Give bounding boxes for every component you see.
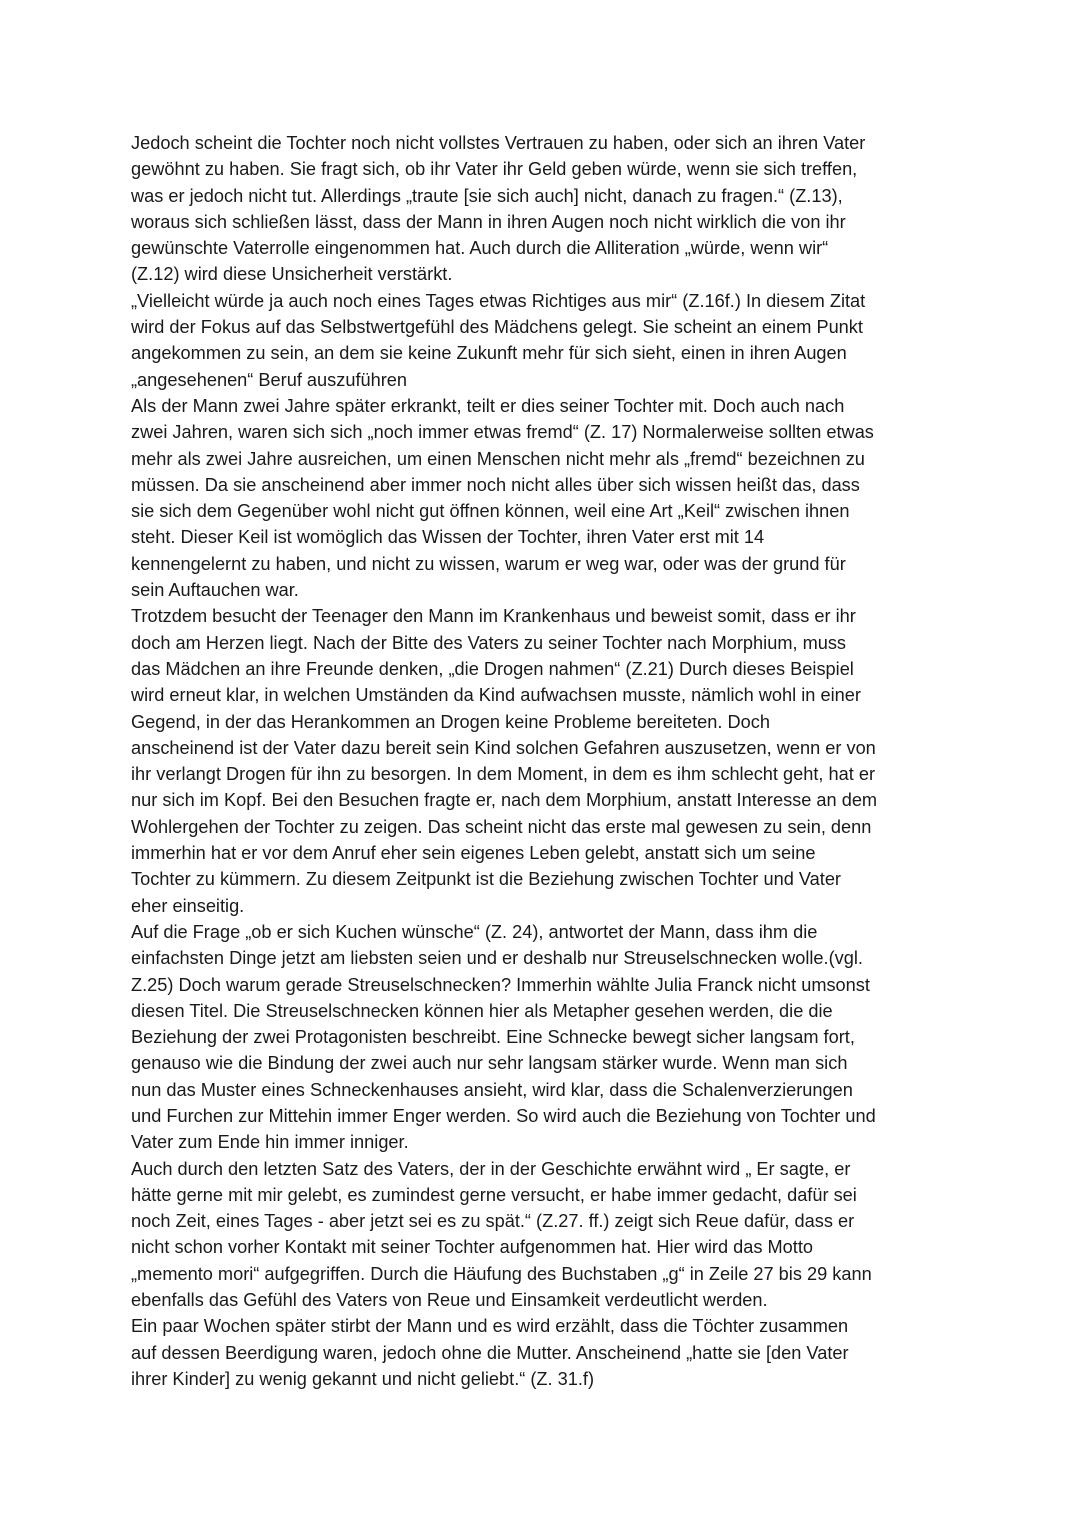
- text-line: (Z.12) wird diese Unsicherheit verstärkt.: [131, 264, 453, 285]
- text-line: Ein paar Wochen später stirbt der Mann und es wird erzählt, dass die Töchter zusammen: [131, 1316, 849, 1337]
- text-line: auf dessen Beerdigung waren, jedoch ohne die Mutter. Anscheinend „hatte sie [den Vater: [131, 1342, 849, 1363]
- text-line: nur sich im Kopf. Bei den Besuchen fragte er, nach dem Morphium, anstatt Interesse an dem: [131, 790, 878, 811]
- text-line: mehr als zwei Jahre ausreichen, um einen Menschen nicht mehr als „fremd“ bezeichnen zu: [131, 448, 865, 469]
- text-line: Jedoch scheint die Tochter noch nicht vollstes Vertrauen zu haben, oder sich an ihren Vater: [131, 133, 866, 153]
- text-line: Auf die Frage „ob er sich Kuchen wünsche“ (Z. 24), antwortet der Mann, dass ihm die: [131, 921, 818, 942]
- text-line: nicht schon vorher Kontakt mit seiner Tochter aufgenommen hat. Hier wird das Motto: [131, 1237, 814, 1258]
- text-line: „Vielleicht würde ja auch noch eines Tages etwas Richtiges aus mir“ (Z.16f.) In diesem Zitat: [131, 290, 866, 311]
- text-line: nun das Muster eines Schneckenhauses ansieht, wird klar, dass die Schalenverzierungen: [131, 1079, 853, 1100]
- text-line: kennengelernt zu haben, und nicht zu wissen, warum er weg war, oder was der grund für: [131, 553, 846, 574]
- essay-text: [131, 130, 961, 1419]
- text-line: steht. Dieser Keil ist womöglich das Wissen der Tochter, ihren Vater erst mit 14: [131, 527, 765, 548]
- text-line: Vater zum Ende hin immer inniger.: [131, 1132, 409, 1153]
- text-line: zwei Jahren, waren sich sich „noch immer etwas fremd“ (Z. 17) Normalerweise sollten etwas: [131, 422, 874, 443]
- text-line: angekommen zu sein, an dem sie keine Zukunft mehr für sich sieht, einen in ihren Augen: [131, 343, 847, 364]
- text-line: eher einseitig.: [131, 895, 245, 916]
- text-line: „memento mori“ aufgegriffen. Durch die Häufung des Buchstaben „g“ in Zeile 27 bis 29 kann: [131, 1263, 872, 1284]
- text-line: genauso wie die Bindung der zwei auch nur sehr langsam stärker wurde. Wenn man sich: [131, 1053, 848, 1074]
- text-line: ebenfalls das Gefühl des Vaters von Reue und Einsamkeit verdeutlicht werden.: [131, 1290, 768, 1311]
- text-line: Beziehung der zwei Protagonisten beschreibt. Eine Schnecke bewegt sicher langsam fort,: [131, 1027, 855, 1048]
- text-line: gewöhnt zu haben. Sie fragt sich, ob ihr Vater ihr Geld geben würde, wenn sie sich treffen,: [131, 159, 858, 180]
- text-line: Auch durch den letzten Satz des Vaters, der in der Geschichte erwähnt wird „ Er sagte, er: [131, 1158, 851, 1179]
- text-line: ihrer Kinder] zu wenig gekannt und nicht geliebt.“ (Z. 31.f): [131, 1368, 595, 1389]
- text-line: wird der Fokus auf das Selbstwertgefühl des Mädchens gelegt. Sie scheint an einem Punkt: [131, 317, 863, 338]
- text-line: Gegend, in der das Herankommen an Drogen keine Probleme bereiteten. Doch: [131, 711, 770, 732]
- text-line: woraus sich schließen lässt, dass der Mann in ihren Augen noch nicht wirklich die von ihr: [131, 211, 846, 232]
- text-line: gewünschte Vaterrolle eingenommen hat. Auch durch die Alliteration „würde, wenn wir“: [131, 238, 829, 259]
- text-line: Z.25) Doch warum gerade Streuselschnecken? Immerhin wählte Julia Franck nicht umsonst: [131, 974, 870, 995]
- text-line: noch Zeit, eines Tages - aber jetzt sei es zu spät.“ (Z.27. ff.) zeigt sich Reue dafür, dass er: [131, 1211, 855, 1232]
- text-line: müssen. Da sie anscheinend aber immer noch nicht alles über sich wissen heißt das, dass: [131, 474, 860, 495]
- text-line: anscheinend ist der Vater dazu bereit sein Kind solchen Gefahren auszusetzen, wenn er von: [131, 737, 876, 758]
- text-line: was er jedoch nicht tut. Allerdings „traute [sie sich auch] nicht, danach zu fragen.“ (Z.13),: [131, 185, 843, 206]
- text-line: Wohlergehen der Tochter zu zeigen. Das scheint nicht das erste mal gewesen zu sein, denn: [131, 816, 872, 837]
- text-line: Tochter zu kümmern. Zu diesem Zeitpunkt ist die Beziehung zwischen Tochter und Vater: [131, 869, 841, 890]
- text-line: sie sich dem Gegenüber wohl nicht gut öffnen können, weil eine Art „Keil“ zwischen ihnen: [131, 501, 850, 522]
- text-line: diesen Titel. Die Streuselschnecken können hier als Metapher gesehen werden, die die: [131, 1000, 833, 1021]
- text-line: einfachsten Dinge jetzt am liebsten seien und er deshalb nur Streuselschnecken wolle.(vgl.: [131, 948, 863, 969]
- text-line: ihr verlangt Drogen für ihn zu besorgen. In dem Moment, in dem es ihm schlecht geht, hat er: [131, 764, 876, 785]
- text-line: immerhin hat er vor dem Anruf eher sein eigenes Leben gelebt, anstatt sich um seine: [131, 843, 816, 864]
- text-line: doch am Herzen liegt. Nach der Bitte des Vaters zu seiner Tochter nach Morphium, muss: [131, 632, 847, 653]
- text-line: „angesehenen“ Beruf auszuführen: [131, 369, 408, 390]
- text-line: wird erneut klar, in welchen Umständen da Kind aufwachsen musste, nämlich wohl in einer: [131, 685, 861, 706]
- text-line: sein Auftauchen war.: [131, 580, 299, 601]
- text-line: Trotzdem besucht der Teenager den Mann im Krankenhaus und beweist somit, dass er ihr: [131, 606, 856, 627]
- text-line: und Furchen zur Mittehin immer Enger werden. So wird auch die Beziehung von Tochter und: [131, 1105, 876, 1126]
- text-line: das Mädchen an ihre Freunde denken, „die Drogen nahmen“ (Z.21) Durch dieses Beispiel: [131, 658, 854, 679]
- text-line: Als der Mann zwei Jahre später erkrankt, teilt er dies seiner Tochter mit. Doch auch nach: [131, 395, 845, 416]
- text-line: hätte gerne mit mir gelebt, es zumindest gerne versucht, er habe immer gedacht, dafür sei: [131, 1184, 857, 1205]
- text-line: [131, 1392, 961, 1418]
